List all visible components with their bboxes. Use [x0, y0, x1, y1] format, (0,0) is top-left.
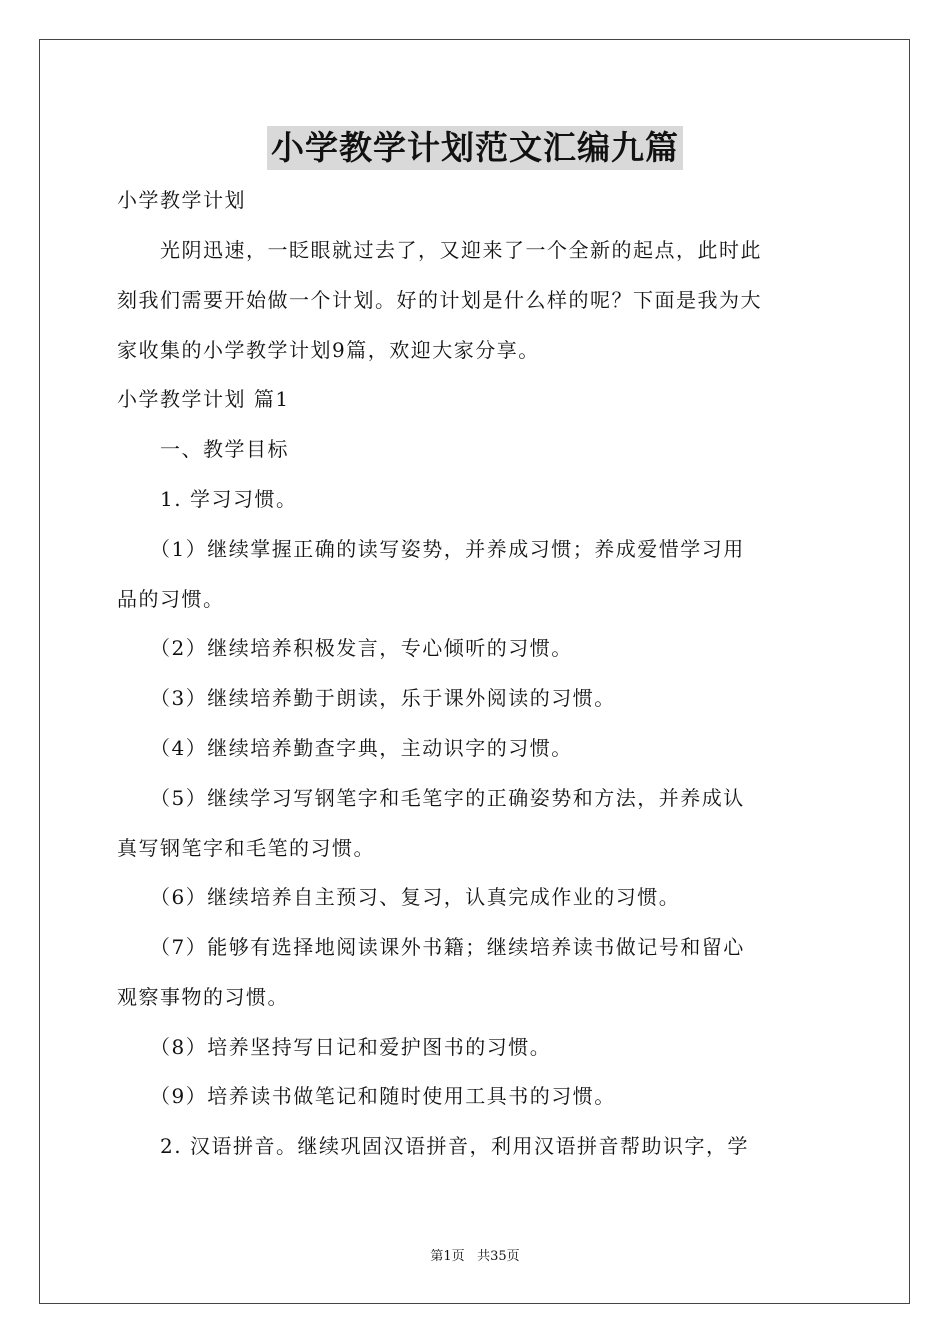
paragraph-line: （8）培养坚持写日记和爱护图书的习惯。: [117, 1035, 552, 1059]
paragraph-line: （9）培养读书做笔记和随时使用工具书的习惯。: [117, 1084, 616, 1108]
paragraph-line: （6）继续培养自主预习、复习，认真完成作业的习惯。: [117, 885, 681, 909]
paragraph-line: （4）继续培养勤查字典，主动识字的习惯。: [117, 736, 573, 760]
paragraph-line: 家收集的小学教学计划9篇，欢迎大家分享。: [117, 338, 540, 362]
paragraph-line: 品的习惯。: [117, 587, 225, 611]
page-number: 第1页: [430, 1249, 465, 1264]
paragraph-line: 真写钢笔字和毛笔的习惯。: [117, 836, 375, 860]
document-title: 小学教学计划范文汇编九篇: [267, 126, 683, 170]
paragraph-line: （3）继续培养勤于朗读，乐于课外阅读的习惯。: [117, 686, 616, 710]
paragraph-line: 观察事物的习惯。: [117, 985, 289, 1009]
paragraph-line: 刻我们需要开始做一个计划。好的计划是什么样的呢？下面是我为大: [117, 288, 762, 312]
paragraph-line: （1）继续掌握正确的读写姿势，并养成习惯；养成爱惜学习用: [117, 537, 745, 561]
paragraph-line: （5）继续学习写钢笔字和毛笔字的正确姿势和方法，并养成认: [117, 786, 745, 810]
paragraph-line: 1. 学习习惯。: [117, 487, 298, 511]
section-heading: 小学教学计划 篇1: [117, 387, 290, 411]
paragraph-line: 一、教学目标: [117, 437, 289, 461]
paragraph-line: 光阴迅速，一眨眼就过去了，又迎来了一个全新的起点，此时此: [117, 238, 762, 262]
page-footer: [0, 1248, 950, 1266]
section-heading: 小学教学计划: [117, 188, 246, 212]
paragraph-line: 2. 汉语拼音。继续巩固汉语拼音，利用汉语拼音帮助识字，学: [117, 1134, 749, 1158]
paragraph-line: （2）继续培养积极发言，专心倾听的习惯。: [117, 636, 573, 660]
paragraph-line: （7）能够有选择地阅读课外书籍；继续培养读书做记号和留心: [117, 935, 745, 959]
page-frame: [39, 39, 910, 1304]
title-container: [0, 126, 950, 170]
page-total: 共35页: [477, 1249, 520, 1264]
